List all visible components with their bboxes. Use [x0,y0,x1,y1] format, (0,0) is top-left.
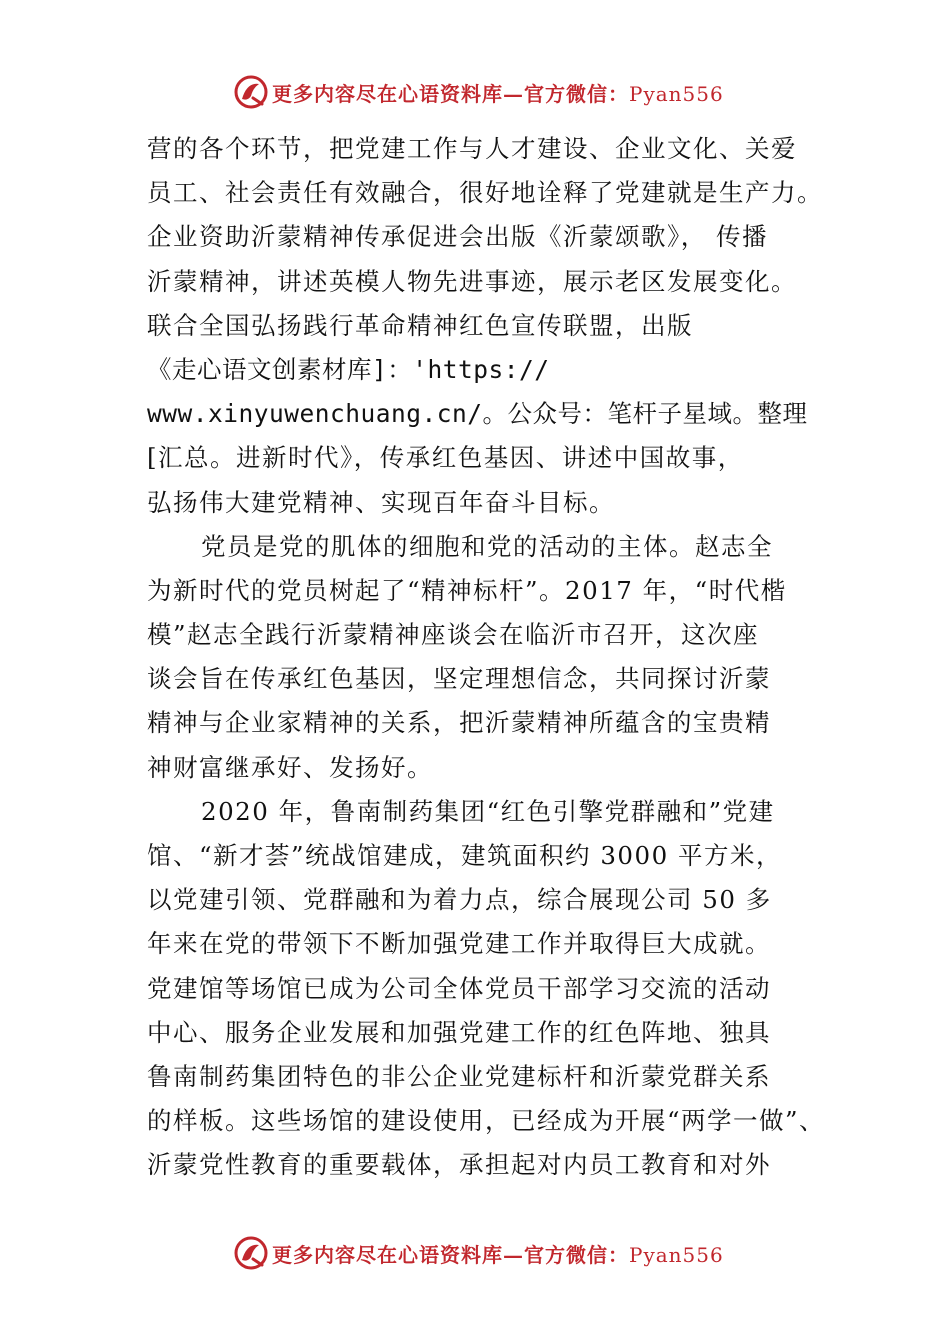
text-line: 沂蒙党性教育的重要载体，承担起对内员工教育和对外 [147,1150,771,1180]
text-line: 模”赵志全践行沂蒙精神座谈会在临沂市召开，这次座 [147,620,760,650]
seal-logo-icon [233,1235,269,1271]
watermark-text [272,78,724,107]
text-line: 馆、“新才荟”统战馆建成，建筑面积约 3000 平方米， [147,841,782,870]
text-line: 中心、服务企业发展和加强党建工作的红色阵地、独具 [147,1017,771,1047]
text-line: 鲁南制药集团特色的非公企业党建标杆和沂蒙党群关系 [147,1061,771,1091]
text-line: 《走心语文创素材库]：'https:// [147,354,550,384]
text-line: 神财富继承好、发扬好。 [147,752,433,782]
text-line: 精神与企业家精神的关系，把沂蒙精神所蕴含的宝贵精 [147,708,771,738]
text-line: 谈会旨在传承红色基因，坚定理想信念，共同探讨沂蒙 [147,664,771,694]
text-line: 员工、社会责任有效融合，很好地诠释了党建就是生产力。 [147,178,823,208]
paragraph-start-line: 党员是党的肌体的细胞和党的活动的主体。赵志全 [201,531,773,561]
seal-logo-icon [233,74,269,110]
text-line: 营的各个环节，把党建工作与人才建设、企业文化、关爱 [147,134,797,163]
text-line: 年来在党的带领下不断加强党建工作并取得巨大成就。 [147,929,771,959]
text-line: 沂蒙精神，讲述英模人物先进事迹，展示老区发展变化。 [147,266,797,296]
watermark-site: 更多内容尽在心语资料库 [272,82,503,106]
text-line: 企业资助沂蒙精神传承促进会出版《沂蒙颂歌》， 传播 [147,222,769,252]
footer-watermark [0,1233,950,1273]
header-watermark [0,72,950,112]
watermark-text [272,1239,724,1268]
paragraph-start-line: 2020 年，鲁南制药集团“红色引擎党群融和”党建 [201,796,775,826]
text-line: [汇总。进新时代》，传承红色基因、讲述中国故事， [147,443,744,473]
watermark-separator: — [503,1243,524,1267]
document-body [147,127,847,1188]
watermark-wechat-id: Pyan556 [629,1243,724,1267]
text-line: 弘扬伟大建党精神、实现百年奋斗目标。 [147,487,615,517]
watermark-wechat-label: 官方微信： [524,82,629,106]
watermark-wechat-label: 官方微信： [524,1243,629,1267]
watermark-separator: — [503,82,524,106]
watermark-wechat-id: Pyan556 [629,82,724,106]
text-line: www.xinyuwenchuang.cn/。公众号：笔杆子星域。整理 [147,399,808,429]
text-line: 联合全国弘扬践行革命精神红色宣传联盟，出版 [147,310,693,340]
text-line: 的样板。这些场馆的建设使用，已经成为开展“两学一做”、 [147,1106,826,1136]
watermark-site: 更多内容尽在心语资料库 [272,1243,503,1267]
text-line: 以党建引领、党群融和为着力点，综合展现公司 50 多 [147,885,772,915]
text-line: 党建馆等场馆已成为公司全体党员干部学习交流的活动 [147,973,771,1003]
text-line: 为新时代的党员树起了“精神标杆”。2017 年，“时代楷 [147,575,787,605]
